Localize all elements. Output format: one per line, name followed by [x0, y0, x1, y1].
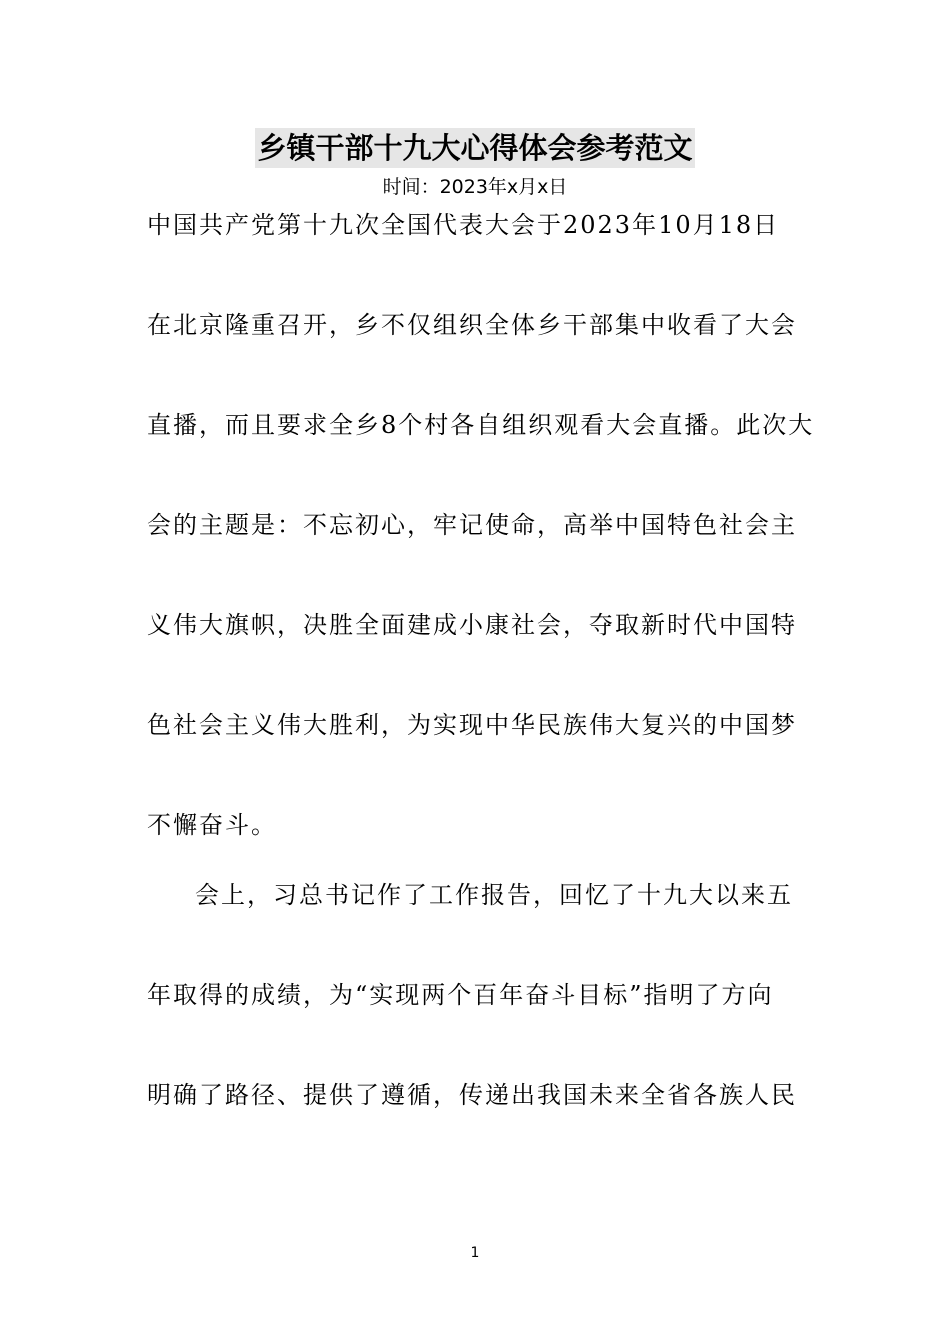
paragraph-1-line-3: 直播，而且要求全乡8个村各自组织观看大会直播。此次大: [147, 411, 815, 439]
page-number: 1: [470, 1245, 480, 1261]
paragraph-1-line-2: 在北京隆重召开，乡不仅组织全体乡干部集中收看了大会: [147, 311, 797, 339]
paragraph-2-line-1: 会上，习总书记作了工作报告，回忆了十九大以来五: [195, 881, 793, 909]
document-title-text: 乡镇干部十九大心得体会参考范文: [255, 128, 694, 168]
document-title: [0, 128, 950, 168]
paragraph-2-line-3: 明确了路径、提供了遵循，传递出我国未来全省各族人民: [147, 1081, 797, 1109]
paragraph-1-line-4: 会的主题是：不忘初心，牢记使命，高举中国特色社会主: [147, 511, 797, 539]
paragraph-1-line-1: 中国共产党第十九次全国代表大会于2023年10月18日: [147, 211, 780, 239]
paragraph-1-line-5: 义伟大旗帜，决胜全面建成小康社会，夺取新时代中国特: [147, 611, 797, 639]
paragraph-1-line-7: 不懈奋斗。: [147, 811, 277, 839]
date-line: 时间：2023年x月x日: [382, 176, 568, 198]
paragraph-2-line-2: 年取得的成绩，为“实现两个百年奋斗目标”指明了方向: [147, 981, 774, 1009]
paragraph-1-line-6: 色社会主义伟大胜利，为实现中华民族伟大复兴的中国梦: [147, 711, 797, 739]
